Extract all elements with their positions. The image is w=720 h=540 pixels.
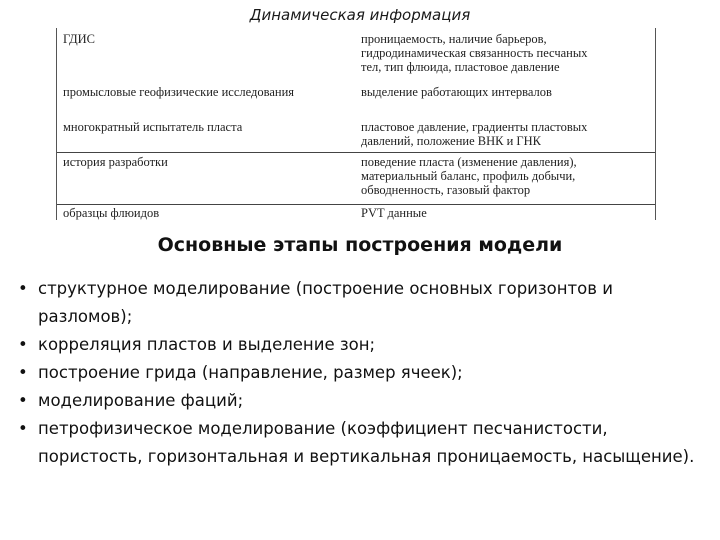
list-item-text: моделирование фаций;	[38, 391, 244, 410]
table-cell-line: поведение пласта (изменение давления),	[361, 155, 577, 169]
list-item-text: структурное моделирование (построение основных горизонтов и разломов);	[38, 279, 613, 326]
table-cell-info	[361, 32, 651, 74]
table-cell-line: материальный баланс, профиль добычи,	[361, 169, 576, 183]
table-cell-line: гидродинамическая связанность песчаных	[361, 46, 588, 60]
table-cell-line: выделение работающих интервалов	[361, 85, 552, 99]
table-row	[57, 30, 655, 74]
table-cell-line: давлений, положение ВНК и ГНК	[361, 134, 542, 148]
table-cell-info	[361, 120, 651, 148]
bullet-icon: •	[18, 279, 28, 298]
table-cell-source: ГДИС	[63, 32, 96, 46]
table-cell-source: промысловые геофизические исследования	[63, 85, 295, 99]
table-row	[57, 83, 655, 103]
list-item-text: петрофизическое моделирование (коэффициент песчанистости, пористость, горизонтальная и вертикальная проницаемость, насыщение).	[38, 419, 695, 466]
list-item-text: построение грида (направление, размер ячеек);	[38, 363, 463, 382]
header-title: Динамическая информация	[249, 6, 471, 24]
bullet-icon: •	[18, 419, 28, 438]
list-item	[18, 387, 708, 415]
table-cell-info	[361, 85, 651, 99]
table-cell-info	[361, 155, 651, 197]
bullet-icon: •	[18, 391, 28, 410]
table-row	[57, 204, 655, 220]
table-cell-line: тел, тип флюида, пластовое давление	[361, 60, 560, 74]
table-cell-line: пластовое давление, градиенты пластовых	[361, 120, 588, 134]
list-item	[18, 359, 708, 387]
list-item	[18, 331, 708, 359]
table-row	[57, 152, 655, 202]
bullet-icon: •	[18, 363, 28, 382]
table-cell-line: проницаемость, наличие барьеров,	[361, 32, 547, 46]
data-table	[56, 28, 656, 220]
list-item-text: корреляция пластов и выделение зон;	[38, 335, 376, 354]
bullet-icon: •	[18, 335, 28, 354]
list-item	[18, 275, 708, 331]
section-heading: Основные этапы построения модели	[157, 234, 563, 256]
table-cell-source: история разработки	[63, 155, 168, 169]
list-item	[18, 415, 708, 471]
steps-list	[18, 275, 708, 471]
table-cell-source: многократный испытатель пласта	[63, 120, 243, 134]
table-row	[57, 120, 655, 150]
table-cell-info	[361, 206, 651, 220]
table-cell-line: PVT данные	[361, 206, 427, 220]
table-cell-line: обводненность, газовый фактор	[361, 183, 531, 197]
table-cell-source: образцы флюидов	[63, 206, 160, 220]
